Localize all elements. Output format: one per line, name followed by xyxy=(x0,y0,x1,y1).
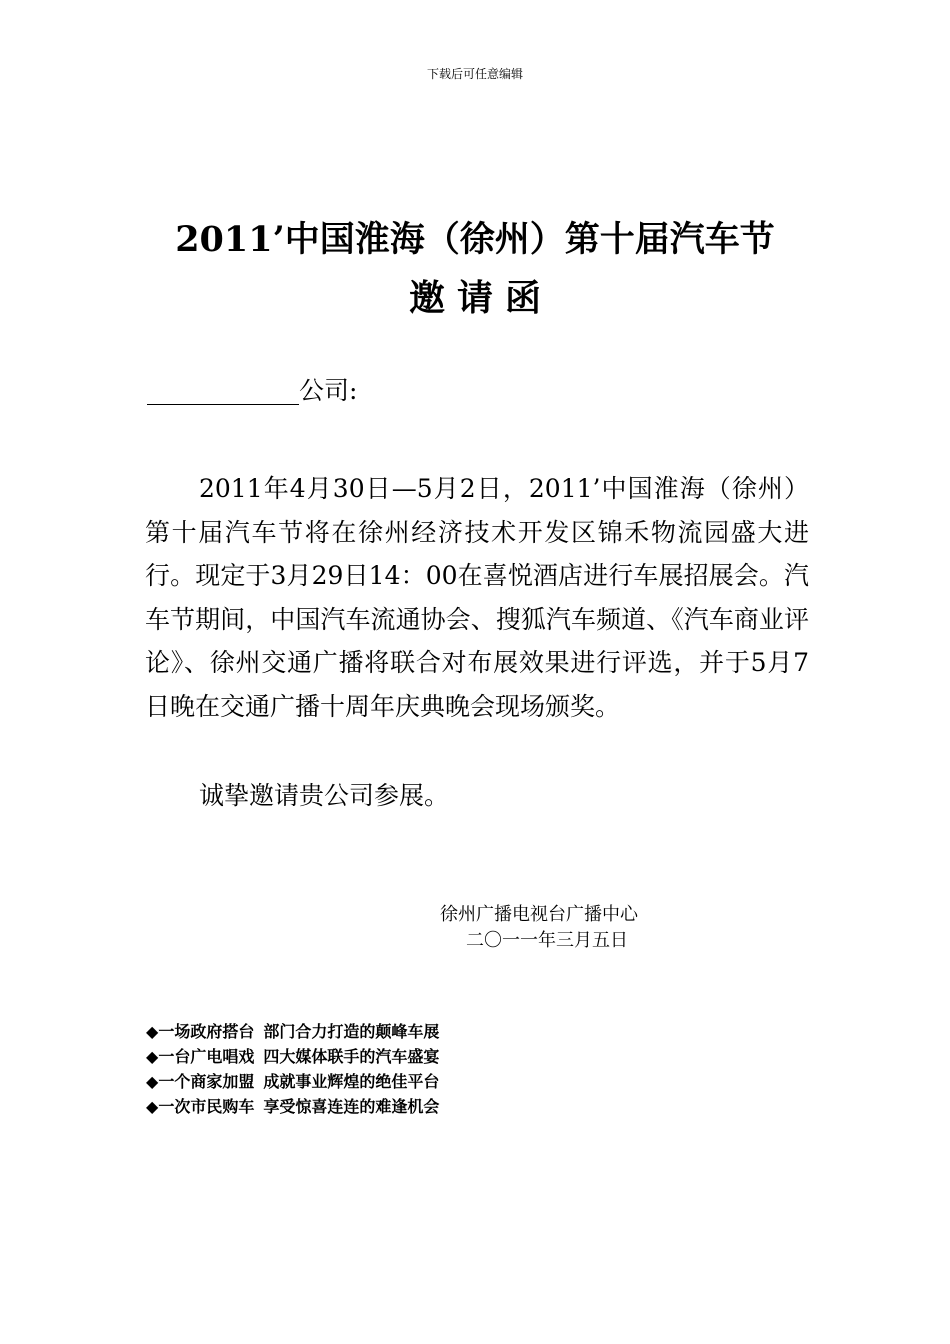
highlight-item xyxy=(146,1094,439,1119)
highlight-right: 四大媒体联手的汽车盛宴 xyxy=(263,1047,440,1066)
salutation xyxy=(147,373,357,409)
closing-line: 诚挚邀请贵公司参展。 xyxy=(199,781,450,810)
diamond-bullet-icon: ◆ xyxy=(146,1022,159,1041)
highlight-left: 一场政府搭台 xyxy=(158,1022,255,1041)
highlight-right: 成就事业辉煌的绝佳平台 xyxy=(263,1072,440,1091)
highlight-item xyxy=(146,1069,439,1094)
diamond-bullet-icon: ◆ xyxy=(146,1097,159,1116)
document-subtitle: 邀请函 xyxy=(408,277,553,319)
document-title: 2011’中国淮海（徐州）第十届汽车节 xyxy=(175,219,775,260)
highlight-left: 一台广电唱戏 xyxy=(158,1047,255,1066)
signature-date: 二〇一一年三月五日 xyxy=(466,930,628,951)
page-header-note: 下载后可任意编辑 xyxy=(426,67,523,81)
signature-organization: 徐州广播电视台广播中心 xyxy=(440,904,638,925)
highlight-item xyxy=(146,1044,439,1069)
salutation-suffix: 公司: xyxy=(299,376,358,405)
highlight-right: 享受惊喜连连的难逢机会 xyxy=(263,1097,440,1116)
highlight-right: 部门合力打造的颠峰车展 xyxy=(263,1022,440,1041)
body-paragraph: 2011年4月30日—5月2日，2011’中国淮海（徐州）第十届汽车节将在徐州经济技术开发区锦禾物流园盛大进行。现定于3月29日14：00在喜悦酒店进行车展招展会。汽车节期间，中国汽车流通协会、搜狐汽车频道、《汽车商业评论》、徐州交通广播将联合对布展效果进行评选，并于5月7日晚在交通广播十周年庆典晚会现场颁奖。 xyxy=(145,474,809,721)
diamond-bullet-icon: ◆ xyxy=(146,1047,159,1066)
highlight-item xyxy=(146,1019,439,1044)
highlights-list xyxy=(146,1019,439,1119)
highlight-left: 一次市民购车 xyxy=(158,1097,255,1116)
company-name-blank xyxy=(147,376,299,405)
highlight-left: 一个商家加盟 xyxy=(158,1072,255,1091)
diamond-bullet-icon: ◆ xyxy=(146,1072,159,1091)
